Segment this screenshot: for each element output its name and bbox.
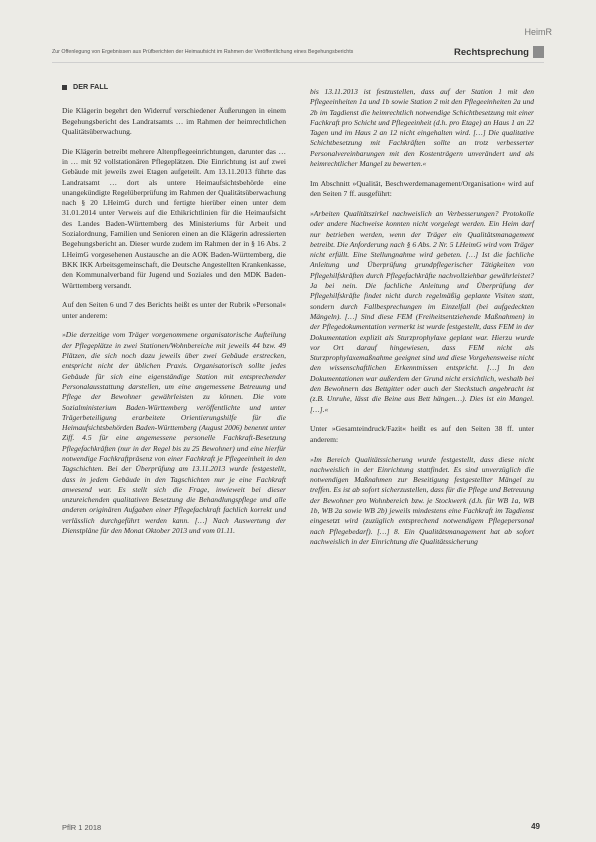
- section-marker: [533, 46, 544, 58]
- bullet-square-icon: [62, 85, 67, 90]
- body-paragraph: Die Klägerin betreibt mehrere Altenpflegeeinrichtungen, darunter das … in … mit 92 vollstationären Pflegeplätzen. Die Einrichtung ist auf zwei Gebäude mit jeweils zwei Etagen aufgeteilt. Am 13.11.2013 führte das Landratsamt … dort als untere Heimaufsichtsbehörde eine unangekündigte Regelüberprüfung im Rahmen der Qualitätsüberwachung nach § 20 LHeimG durch und fertigte hierüber einen unter dem 31.01.2014 unter Verweis auf die Ethikrichtlinien für die Heimaufsicht des Landes Baden-Württemberg des Ministeriums für Arbeit und Sozialordnung, Familien und Senioren einen an die Klägerin adressierten Begehungsbericht an. Dieser wurde zudem im Rahmen der in § 16 Abs. 2 LHeimG vorgesehenen Austausche an die AOK Baden-Württemberg, die BKK IKK Arbeitsgemeinschaft, die Deutsche Angestellten Krankenkasse, den Kommunalverband für Jugend und Soziales und den MDK Baden-Württemberg versandt.: [62, 146, 286, 290]
- body-paragraph: Im Abschnitt »Qualität, Beschwerdemanagement/Organisation« wird auf den Seiten 7 ff. ausgeführt:: [310, 178, 534, 199]
- quoted-paragraph: bis 13.11.2013 ist festzustellen, dass auf der Station 1 mit den Pflegeeinheiten 1a und 1b sowie Station 2 mit den Pflegeeinheiten 2a und 2b im Tagdienst die heimrechtlich notwendige Schichtbesetzung mit einer Fachkraft pro Schicht und Pflegeeinheit (d.h. pro Etage) an Haus 1 an 22 Tagen und im Haus 2 an 12 nicht eingehalten wird. […] Die qualitative Schichtbesetzung mit Fachkräften sollte an trotz verbesserter Personalvereinbarungen mit den Kostenträgern unverändert und als heimrechtlicher Mangel zu bewerten.«: [310, 87, 534, 169]
- section-heading-label: DER FALL: [73, 82, 109, 91]
- quoted-paragraph: »Im Bereich Qualitätssicherung wurde festgestellt, dass diese nicht nachweislich in der Einrichtung stattfindet. Es sind unverzüglich die notwendigen Maßnahmen zur Beseitigung festgestellter Mängel zu treffen. Es ist ab sofort sicherzustellen, dass für die Pflege und Betreuung der Bewohner pro Wohnbereich bzw. je Stockwerk (d.h. für WB 1a, WB 1b, WB 2a sowie WB 2b) jeweils mindestens eine Fachkraft im Tagdienst eingesetzt wird (zuzüglich entsprechend notwendigem Pflegepersonal nach Pflegebedarf). […] 8. Ein Qualitätsmanagement hat ab sofort nachweislich in der Einrichtung die Qualitätssicherung: [310, 454, 534, 546]
- section-title: Rechtsprechung: [454, 46, 529, 58]
- quoted-paragraph: »Arbeiten Qualitätszirkel nachweislich an Verbesserungen? Protokolle oder andere Nachweise konnten nicht vorgelegt werden. Ein Heim darf nur betrieben werden, wenn der Träger ein Qualitätsmanagement betreibt. Die Anforderung nach § 6 Abs. 2 Nr. 5 LHeimG wird vom Träger nicht erfüllt. Eine Stellungnahme wird gebeten. […] Ist die fachliche Anleitung und Überprüfung grundpflegerischer Tätigkeiten von Pflegehilfskräften durch Pflegefachkräfte nachvollziehbar gewährleistet? Ja bei nein. Die fachliche Anleitung und Überprüfung der Pflegehilfskräfte findet nicht durch regelmäßig geplante Visiten statt, sondern durch Fallbesprechungen im Einzelfall (bei aufgedeckten Mängeln). […] Sind diese FEM (Freiheitsentziehende Maßnahmen) in der Pflegedokumentation vermerkt ist wurde festgestellt, dass FEM in der Dokumentation explizit als Sturzprophylaxe geplant war. Hierzu wurde vor Ort darauf hingewiesen, dass FEM nicht als Sturzprophylaxemaßnahme geeignet sind und diese Vorgehensweise nicht den wissenschaftlichen Erkenntnissen entspricht. […] In den Dokumentationen war außerdem der Grund nicht ersichtlich, weshalb bei den Bewohnern das Bettgitter oder auch der Steckstuch angebracht ist (z.B. Unruhe, lässt die Beine aus Bett hängen…). Dies ist ein Mangel. […].«: [310, 208, 534, 414]
- body-paragraph: Auf den Seiten 6 und 7 des Berichts heißt es unter der Rubrik »Personal« unter anderem:: [62, 300, 286, 320]
- body-paragraph: Die Klägerin begehrt den Widerruf verschiedener Äußerungen in einem Begehungsbericht des Landratsamts … im Rahmen der heimrechtlichen Qualitätsüberwachung.: [62, 106, 286, 136]
- running-header: [52, 44, 544, 60]
- section-heading: [62, 82, 286, 92]
- header-subtitle: Zur Offenlegung von Ergebnissen aus Prüfberichten der Heimaufsicht im Rahmen der Veröffentlichung eines Begehungsberichts: [52, 49, 354, 55]
- right-column: [310, 87, 534, 557]
- header-rule: [52, 62, 544, 63]
- journal-tag: HeimR: [524, 27, 552, 37]
- body-paragraph: Unter »Gesamteindruck/Fazit« heißt es auf den Seiten 38 ff. unter anderem:: [310, 424, 534, 444]
- quoted-paragraph: »Die derzeitige vom Träger vorgenommene organisatorische Aufteilung der Pflegeplätze in zwei Stationen/Wohnbereiche mit jeweils 44 bzw. 49 Plätzen, die sich noch dazu jeweils über zwei Gebäude erstrecken, entspricht nicht der üblichen Praxis. Organisatorisch sollte jedes Gebäude für sich eine eigenständige Station mit entsprechender Personalausstattung darstellen, um eine angemessene Betreuung und Pflege der Bewohner gewährleisten zu können. Die vom Sozialministerium Baden-Württemberg veröffentlichte und unter Trägerbeteiligung erarbeitete Orientierungshilfe für die Heimaufsichtsbehörden Baden-Württemberg (August 2006) benennt unter Ziff. 4.5 für eine angemessene personelle Fachkraft-Besetzung Pflegefachkräften (nur in der Regel bis zu 25 Bewohner) und eine hierfür notwendige Fachkraftpräsenz von einer Fachkraft je Pflegeeinheit in den Tagschichten. Bei der Überprüfung am 13.11.2013 wurde festgestellt, dass in jedem Gebäude in den Tagschichten nur je eine Fachkraft anwesend war. Es stellt sich die Frage, inwieweit bei dieser unzureichenden qualitativen Besetzung die Behandlungspflege und alle anderen originären Aufgaben einer Pflegefachkraft fachlich korrekt und verlässlich durchgeführt werden kann. […] Nach Auswertung der Dienstpläne für den Monat Oktober 2013 und vom 01.11.: [62, 330, 286, 536]
- page-number: 49: [531, 822, 540, 831]
- left-column: [62, 82, 286, 546]
- footer-journal: PflR 1 2018: [62, 823, 102, 832]
